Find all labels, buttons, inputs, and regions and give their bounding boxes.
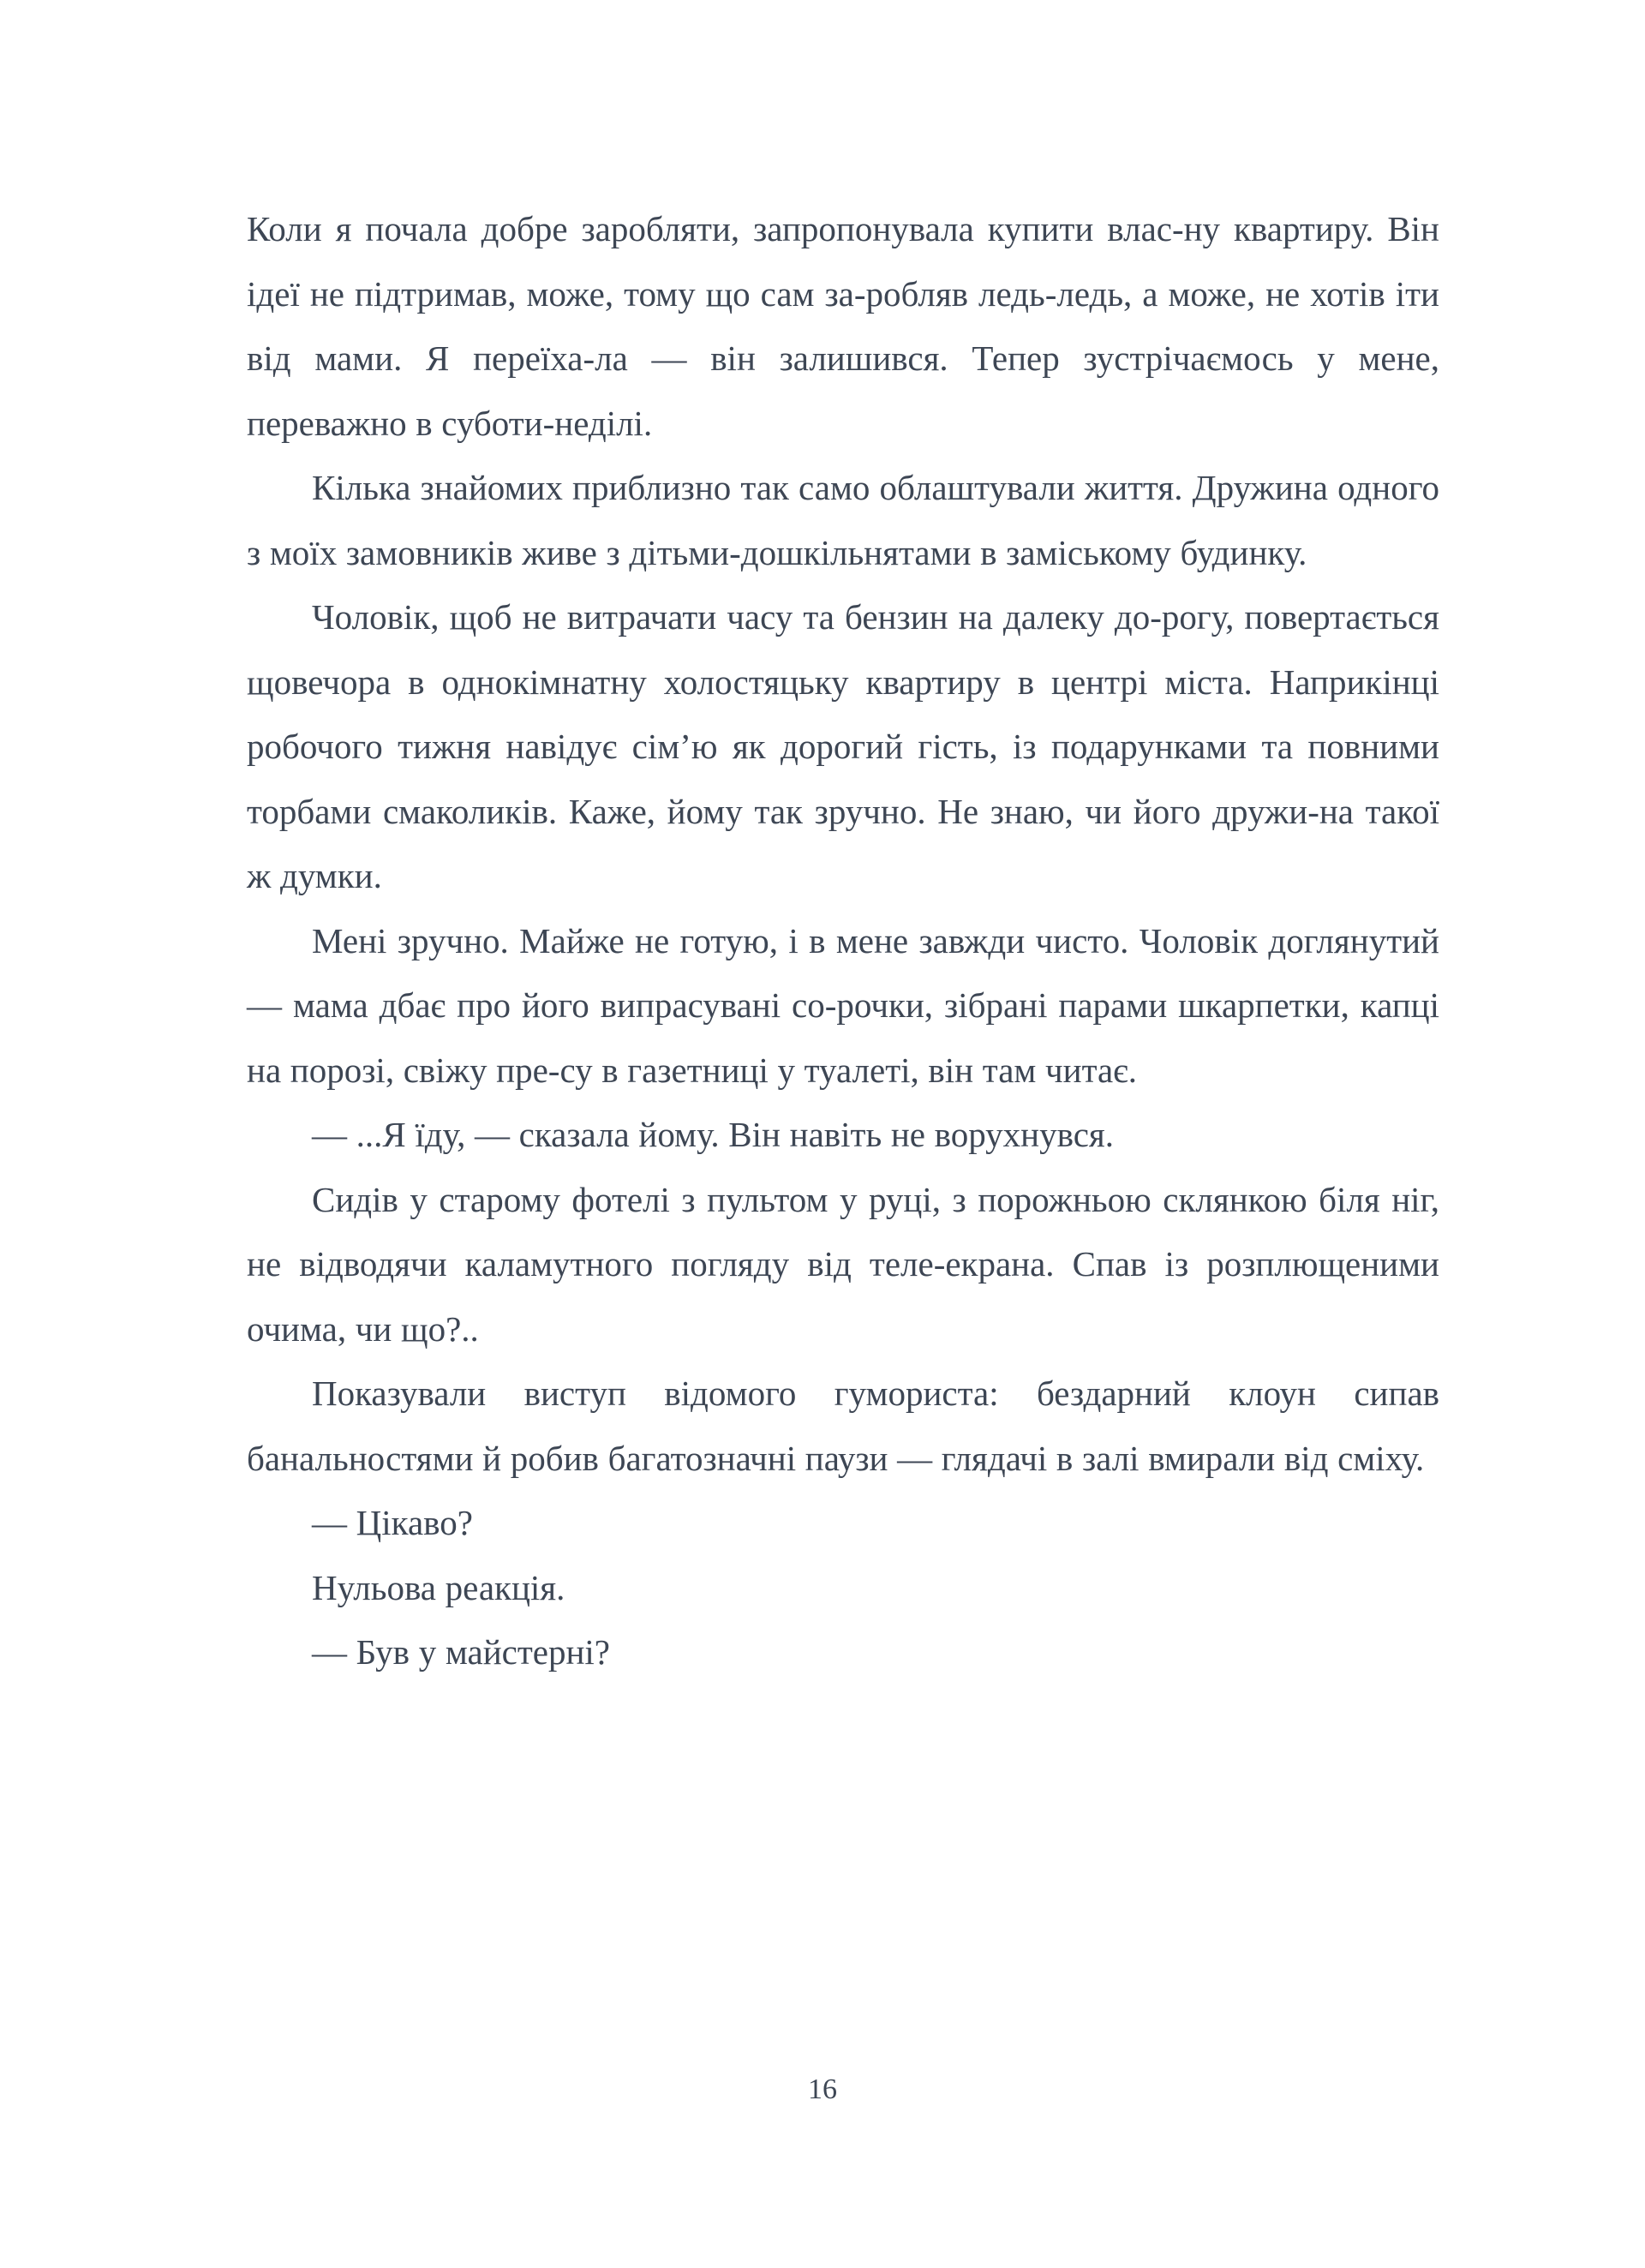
page-number: 16 <box>808 2074 837 2105</box>
page-text-body <box>247 197 1439 1685</box>
paragraph: Мені зручно. Майже не готую, і в мене завжди чисто. Чоловік доглянутий — мама дбає про його випрасувані со-рочки, зібрані парами шкарпетки, капці на порозі, свіжу пре-су в газетниці у туалеті, він там читає. <box>247 920 1439 1090</box>
dialogue-line: — Цікаво? <box>312 1503 473 1542</box>
paragraph: Чоловік, щоб не витрачати часу та бензин на далеку до-рогу, повертається щовечора в однокімнатну холостяцьку квартиру в центрі міста. Наприкінці робочого тижня навідує сім’ю як дорогий гість, із подарунками та повними торбами смаколиків. Каже, йому так зручно. Не знаю, чи його дружи-на такої ж думки. <box>247 597 1439 895</box>
paragraph: Сидів у старому фотелі з пультом у руці, з порожньою склянкою біля ніг, не відводячи каламутного погляду від теле-екрана. Спав із розплющеними очима, чи що?.. <box>247 1179 1439 1349</box>
dialogue-line: Нульова реакція. <box>312 1567 565 1607</box>
paragraph: Кілька знайомих приблизно так само облаштували життя. Дружина одного з моїх замовників живе з дітьми-дошкільнятами в заміському будинку. <box>247 468 1439 572</box>
dialogue-line: — ...Я їду, — сказала йому. Він навіть не ворухнувся. <box>312 1115 1115 1154</box>
dialogue-line: — Був у майстерні? <box>312 1632 611 1672</box>
paragraph: Коли я почала добре заробляти, запропонувала купити влас-ну квартиру. Він ідеї не підтримав, може, тому що сам за-робляв ледь-ледь, а може, не хотів іти від мами. Я переїха-ла — він залишився. Тепер зустрічаємось у мене, переважно в суботи-неділі. <box>247 209 1439 443</box>
paragraph: Показували виступ відомого гумориста: бездарний клоун сипав банальностями й робив багатозначні паузи — глядачі в залі вмирали від сміху. <box>247 1373 1439 1478</box>
